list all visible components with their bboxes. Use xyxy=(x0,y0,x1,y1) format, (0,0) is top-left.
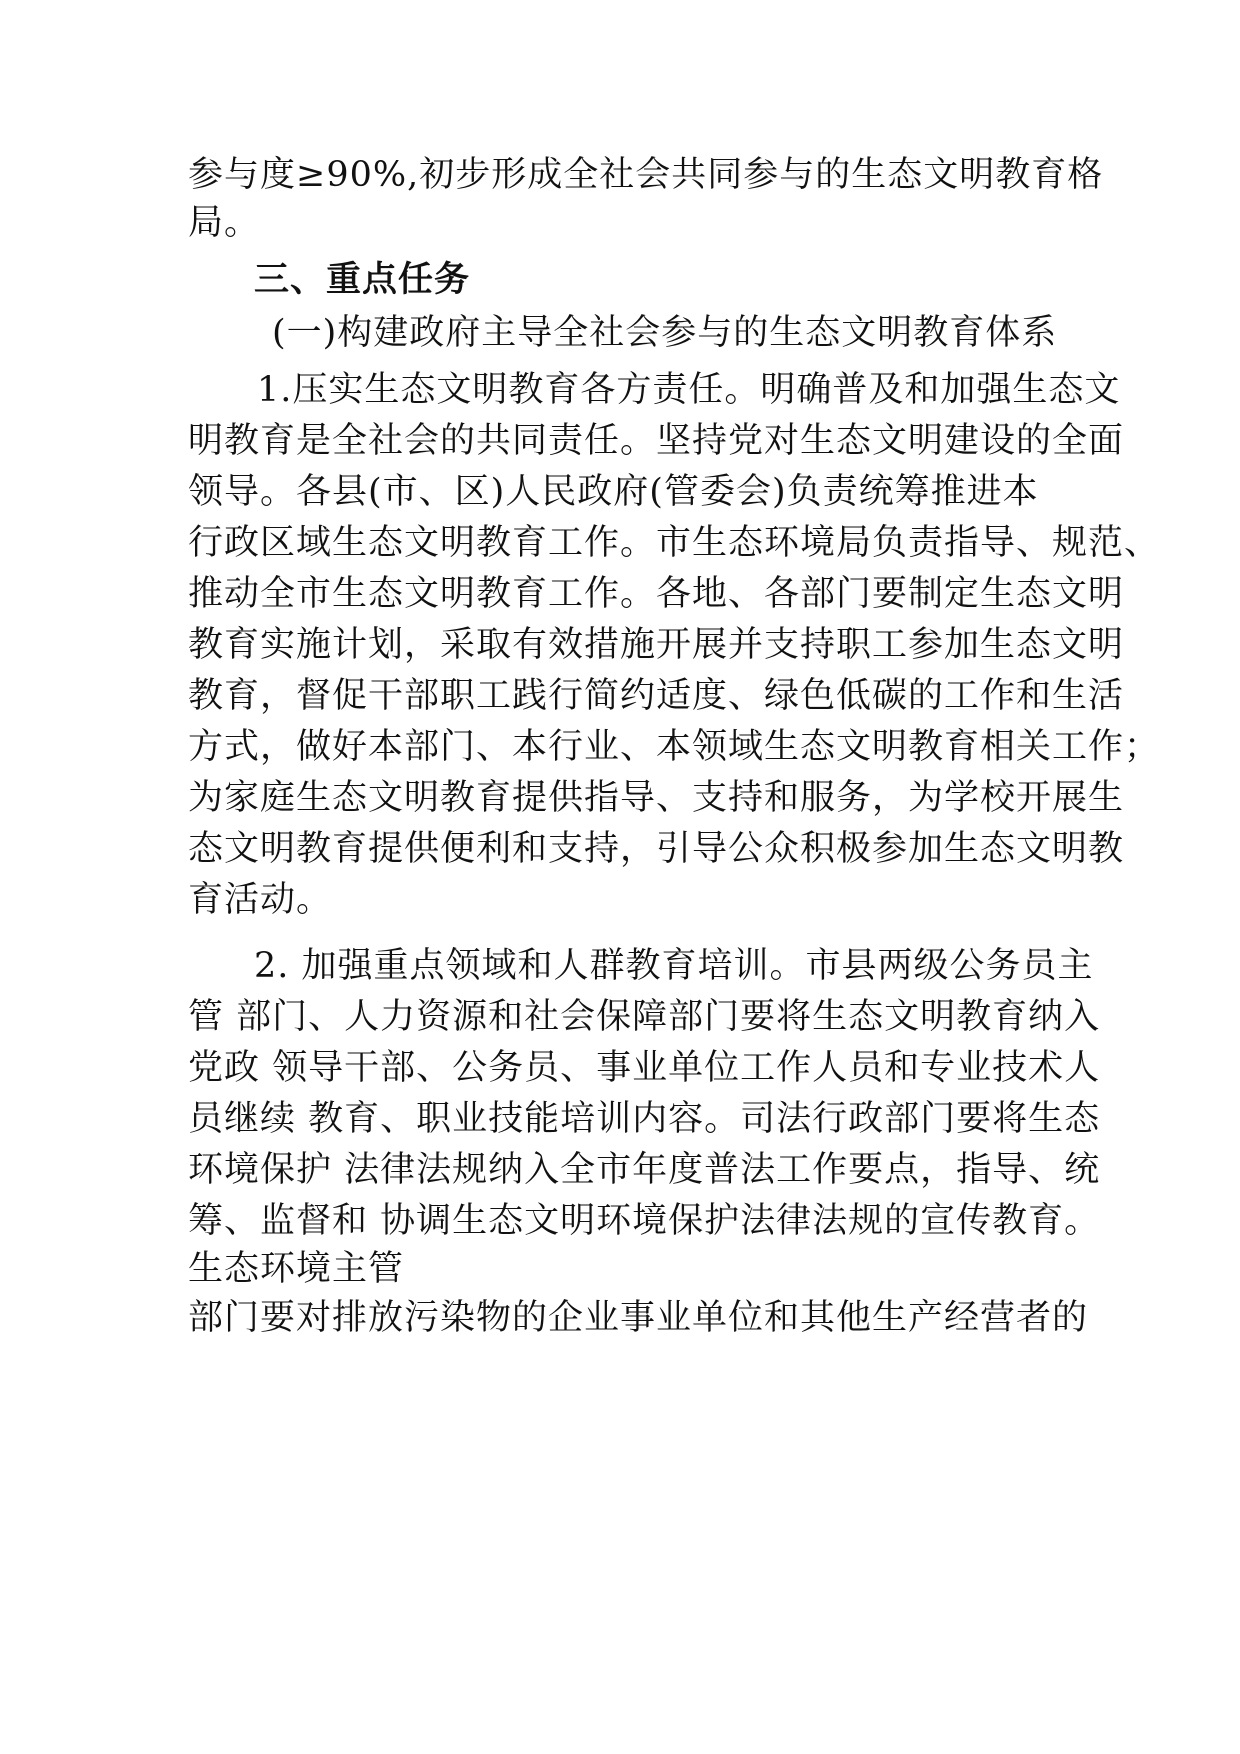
paragraph1-line-4: 行政区域生态文明教育工作。市生态环境局负责指导、规范、 xyxy=(188,523,1161,563)
paragraph1-line-10: 态文明教育提供便利和支持，引导公众积极参加生态文明教 xyxy=(188,829,1125,869)
paragraph2-line-1: 2. 加强重点领域和人群教育培训。市县两级公务员主 xyxy=(254,946,1094,986)
paragraph1-line-5: 推动全市生态文明教育工作。各地、各部门要制定生态文明 xyxy=(188,574,1125,614)
paragraph2-line-5: 环境保护 法律法规纳入全市年度普法工作要点，指导、统 xyxy=(188,1150,1101,1190)
paragraph2-line-4: 员继续 教育、职业技能培训内容。司法行政部门要将生态 xyxy=(188,1099,1101,1139)
intro-line-2: 局。 xyxy=(188,203,261,243)
paragraph1-line-6: 教育实施计划，采取有效措施开展并支持职工参加生态文明 xyxy=(188,625,1125,665)
paragraph1-line-9: 为家庭生态文明教育提供指导、支持和服务，为学校开展生 xyxy=(188,778,1125,818)
paragraph1-line-8: 方式，做好本部门、本行业、本领域生态文明教育相关工作； xyxy=(188,727,1161,767)
paragraph2-line-7: 生态环境主管 xyxy=(188,1249,405,1289)
paragraph2-line-6: 筹、监督和 协调生态文明环境保护法律法规的宣传教育。 xyxy=(188,1201,1101,1241)
paragraph2-line-2: 管 部门、人力资源和社会保障部门要将生态文明教育纳入 xyxy=(188,997,1101,1037)
paragraph1-line-7: 教育，督促干部职工践行简约适度、绿色低碳的工作和生活 xyxy=(188,676,1125,716)
section-heading: 三、重点任务 xyxy=(254,260,471,300)
intro-line-1: 参与度≥90%,初步形成全社会共同参与的生态文明教育格 xyxy=(188,155,1104,195)
paragraph1-line-2: 明教育是全社会的共同责任。坚持党对生态文明建设的全面 xyxy=(188,421,1125,461)
paragraph2-line-8: 部门要对排放污染物的企业事业单位和其他生产经营者的 xyxy=(188,1298,1089,1338)
paragraph1-line-11: 育活动。 xyxy=(188,880,333,920)
paragraph2-line-3: 党政 领导干部、公务员、事业单位工作人员和专业技术人 xyxy=(188,1048,1101,1088)
paragraph1-line-1: 1.压实生态文明教育各方责任。明确普及和加强生态文 xyxy=(257,370,1121,410)
paragraph1-line-3: 领导。各县(市、区)人民政府(管委会)负责统筹推进本 xyxy=(188,472,1039,512)
subsection-heading: (一)构建政府主导全社会参与的生态文明教育体系 xyxy=(272,313,1058,353)
